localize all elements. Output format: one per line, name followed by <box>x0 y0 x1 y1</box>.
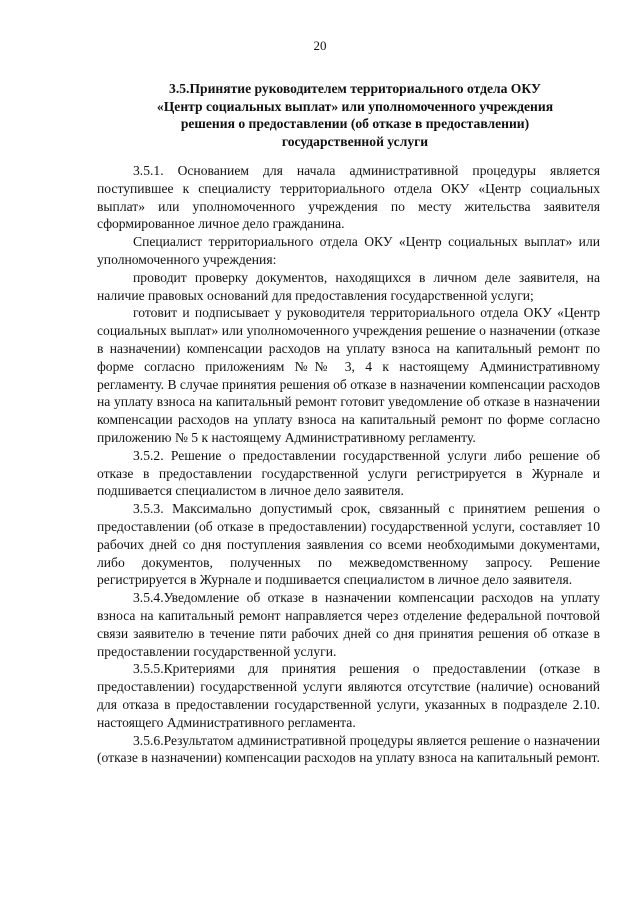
document-body <box>97 162 600 767</box>
heading-line: 3.5.Принятие руководителем территориального отдела ОКУ <box>169 81 541 96</box>
paragraph-3-5-2: 3.5.2. Решение о предоставлении государственной услуги либо решение об отказе в предоставлении государственной услуги регистрируется в Журнале и подшивается специалистом в личное дело заявителя. <box>97 447 600 499</box>
paragraph-3-5-5: 3.5.5.Критериями для принятия решения о предоставлении (отказе в предоставлении) государственной услуги являются отсутствие (наличие) оснований для отказа в предоставлении государственной услуги, указанных в подразделе 2.10. настоящего Административного регламента. <box>97 661 600 730</box>
paragraph-3-5-6: 3.5.6.Результатом административной процедуры является решение о назначении (отказе в назначении) компенсации расходов на уплату взноса на капитальный ремонт. <box>97 732 600 766</box>
heading-line: «Центр социальных выплат» или уполномоченного учреждения <box>156 98 554 114</box>
section-heading <box>120 80 590 150</box>
page-number: 20 <box>313 38 327 53</box>
heading-line: государственной услуги <box>281 133 429 149</box>
paragraph-3-5-1: 3.5.1. Основанием для начала административной процедуры является поступившее к специалисту территориального отдела ОКУ «Центр социальных выплат» или уполномоченного учреждения по месту жительства заявителя сформированное личное дело гражданина. <box>97 163 600 232</box>
heading-line: решения о предоставлении (об отказе в предоставлении) <box>180 116 530 131</box>
paragraph-3-5-4: 3.5.4.Уведомление об отказе в назначении компенсации расходов на уплату взноса на капитальный ремонт направляется через отделение федеральной почтовой связи заявителю в течение пяти рабочих дней со дня принятия решения об отказе в предоставлении государственной услуги. <box>97 590 600 659</box>
paragraph-check-documents: проводит проверку документов, находящихся в личном деле заявителя, на наличие правовых оснований для предоставления государственной услуги; <box>97 269 600 303</box>
paragraph-specialist: Специалист территориального отдела ОКУ «Центр социальных выплат» или уполномоченного учреждения: <box>97 234 600 267</box>
paragraph-3-5-3: 3.5.3. Максимально допустимый срок, связанный с принятием решения о предоставлении (об отказе в предоставлении) государственной услуги, составляет 10 рабочих дней со дня поступления заявления со всеми необходимыми документами, либо документов, полученных по межведомственному запросу. Решение регистрируется в Журнале и подшивается специалистом в личное дело заявителя. <box>97 501 600 588</box>
paragraph-prepare-decision: готовит и подписывает у руководителя территориального отдела ОКУ «Центр социальных выплат» или уполномоченного учреждения решение о назначении (отказе в назначении) компенсации расходов на уплату взноса на капитальный ремонт по форме согласно приложениям №№ 3, 4 к настоящему Административному регламенту. В случае принятия решения об отказе в назначении компенсации расходов на уплату взноса на капитальный ремонт готовит уведомление об отказе в назначении компенсации расходов на уплату взноса на капитальный ремонт по форме согласно приложению № 5 к настоящему Административному регламенту. <box>97 305 600 445</box>
